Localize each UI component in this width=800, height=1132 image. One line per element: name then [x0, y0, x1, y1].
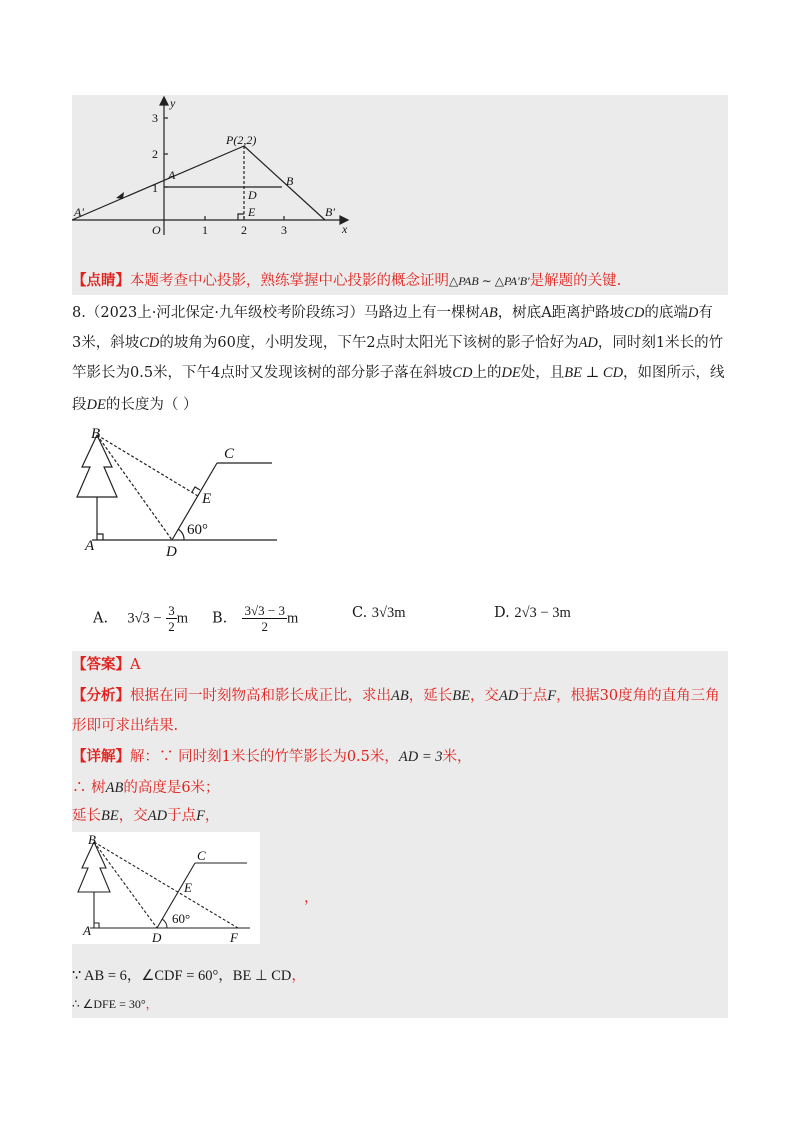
- option-C[interactable]: [352, 603, 406, 623]
- y-tick-2: 2: [152, 147, 158, 161]
- question-text: ，树底: [497, 305, 542, 321]
- math-CD: CD: [139, 335, 160, 351]
- fig2-D: D: [152, 930, 162, 944]
- label-A: A: [168, 168, 176, 182]
- option-B[interactable]: [212, 603, 298, 634]
- x-tick-3: 3: [281, 223, 287, 237]
- math-AB: AB: [479, 305, 498, 321]
- option-A-value: 3√3 −: [127, 610, 162, 627]
- option-D-value: 2√3 − 3m: [514, 605, 571, 621]
- question-line-2: [72, 333, 723, 353]
- math-CD: CD: [624, 305, 645, 321]
- label-B: B: [286, 174, 294, 188]
- math-A: A: [541, 305, 552, 321]
- fig2-angle: 60°: [172, 911, 191, 926]
- math-BE-perp-CD: BE ⊥ CD: [564, 365, 624, 381]
- detail-math: ∵ AB = 6，∠CDF = 60°，BE ⊥ CD: [72, 968, 292, 984]
- math-AB: AB: [105, 780, 124, 796]
- option-B-unit: m: [286, 610, 299, 627]
- dianjing-tag: 【点睛】: [72, 272, 130, 289]
- question-text: 3米，斜坡: [72, 335, 140, 351]
- math-F: F: [547, 688, 557, 704]
- detail-line-4: [72, 966, 306, 986]
- question-line-3: [72, 363, 725, 383]
- detail-line-2: [72, 778, 220, 798]
- tree-slope-figure: [72, 425, 287, 565]
- question-text: 马路边上有一棵树: [363, 305, 480, 321]
- label-A-prime: A′: [74, 205, 84, 219]
- y-tick-3: 3: [152, 111, 158, 125]
- detail-text: 的高度是6米；: [123, 780, 220, 796]
- figure2-comma: ，: [304, 890, 319, 906]
- tree-slope-figure-extended: [72, 832, 260, 944]
- label-B-prime: B′: [325, 205, 335, 219]
- option-A-den: 2: [168, 619, 175, 634]
- math-BE: BE: [452, 688, 470, 704]
- detail-line-1: [72, 747, 472, 767]
- math-AB: AB: [391, 688, 409, 704]
- question-line-1: [72, 303, 713, 323]
- question-text: 上的: [472, 365, 502, 381]
- label-E: E: [248, 205, 256, 219]
- option-A-unit: m: [176, 610, 188, 627]
- x-tick-2: 2: [241, 223, 247, 237]
- math-D: D: [687, 305, 699, 321]
- analysis-line-2: 形即可求出结果.: [72, 718, 179, 734]
- question-text: 的坡角为60度，小明发现，下午2点时太阳光下该树的影子恰好为: [159, 335, 579, 351]
- detail-text: 米，: [442, 749, 472, 765]
- question-text: 的底端: [644, 305, 688, 321]
- fig1-B: B: [91, 426, 101, 442]
- label-D: D: [248, 188, 257, 202]
- fig1-D: D: [166, 544, 177, 560]
- detail-text: 于点: [167, 808, 197, 824]
- answer-tag: 【答案】: [72, 656, 130, 673]
- option-B-num: 3√3 − 3: [244, 603, 285, 618]
- axis-x-label: x: [342, 222, 348, 236]
- detail-line-3: [72, 806, 219, 826]
- detail-text: ，交: [118, 808, 148, 824]
- fig2-A: A: [83, 923, 91, 938]
- detail-line-5: [72, 994, 158, 1014]
- option-A[interactable]: [93, 603, 188, 634]
- question-text: 段: [72, 397, 87, 413]
- fig1-A: A: [85, 538, 95, 554]
- analysis-tag: 【分析】: [72, 687, 130, 704]
- question-text: 处，且: [520, 365, 565, 381]
- detail-text: ∴ 树: [72, 780, 106, 796]
- option-A-fraction: [166, 603, 177, 634]
- option-D[interactable]: [494, 603, 571, 623]
- question-text: 有: [698, 305, 713, 321]
- detail-text: ，: [204, 808, 220, 824]
- analysis-line-1: [72, 686, 720, 706]
- math-AD: AD: [578, 335, 598, 351]
- question-text: 竿影长为0.5米，下午4点时又发现该树的部分影子落在斜坡: [72, 365, 453, 381]
- detail-text: ，: [145, 997, 158, 1011]
- math-DE: DE: [86, 397, 106, 413]
- option-A-num: 3: [168, 603, 175, 618]
- option-B-fraction: [242, 603, 286, 634]
- fig1-angle: 60°: [187, 522, 208, 538]
- y-tick-1: 1: [152, 181, 158, 195]
- analysis-text: 于点: [518, 688, 548, 704]
- x-tick-1: 1: [202, 223, 208, 237]
- question-text: 距离护路坡: [551, 305, 625, 321]
- detail-math: ∴ ∠DFE = 30°: [72, 997, 146, 1011]
- dianjing-line: [72, 271, 621, 291]
- analysis-text: ，延长: [408, 688, 453, 704]
- detail-text: 解：∵ 同时刻1米长的竹竿影长为0.5米，: [130, 749, 399, 765]
- origin-label: O: [152, 223, 161, 237]
- answer-value: A: [130, 657, 141, 673]
- question-source: （2023上·河北保定·九年级校考阶段练习）: [85, 305, 364, 321]
- math-AD-eq: AD = 3: [398, 749, 443, 765]
- math-AD: AD: [147, 808, 168, 824]
- option-B-label: B.: [212, 610, 228, 627]
- option-D-label: D.: [494, 605, 510, 621]
- analysis-text: 根据在同一时刻物高和影长成正比，求出: [130, 688, 391, 704]
- detail-text: ，: [291, 968, 306, 984]
- question-text: 的长度为（ ）: [105, 397, 198, 413]
- question-number: 8.: [72, 305, 86, 321]
- coordinate-graph: [72, 95, 372, 240]
- option-C-label: C.: [352, 605, 368, 621]
- answer-line: [72, 655, 140, 675]
- analysis-text: ，根据30度角的直角三角: [556, 688, 720, 704]
- question-line-4: [72, 395, 197, 415]
- fig1-C: C: [224, 446, 235, 462]
- math-DE: DE: [501, 365, 521, 381]
- detail-text: 延长: [72, 808, 101, 824]
- math-AD: AD: [498, 688, 519, 704]
- option-B-den: 2: [261, 619, 268, 634]
- axis-y-label: y: [170, 96, 176, 110]
- label-P: P(2,2): [226, 133, 257, 147]
- question-text: ，如图所示，线: [623, 365, 725, 381]
- fig1-E: E: [202, 491, 212, 507]
- fig2-E: E: [184, 880, 192, 895]
- detail-tag: 【详解】: [72, 748, 130, 765]
- analysis-text: ，交: [469, 688, 499, 704]
- math-BE: BE: [101, 808, 119, 824]
- fig2-F: F: [230, 930, 238, 944]
- fig2-B: B: [88, 832, 96, 847]
- dianjing-tail: 是解题的关键.: [529, 273, 622, 289]
- option-A-label: A.: [93, 610, 109, 627]
- dianjing-text: 本题考查中心投影，熟练掌握中心投影的概念证明: [130, 273, 449, 289]
- math-F: F: [196, 808, 205, 824]
- math-CD: CD: [452, 365, 473, 381]
- fig2-C: C: [197, 848, 206, 863]
- dianjing-math: △PAB ∼ △PA′B′: [449, 274, 530, 288]
- option-C-value: 3√3m: [371, 605, 406, 621]
- question-text: ，同时刻1米长的竹: [597, 335, 724, 351]
